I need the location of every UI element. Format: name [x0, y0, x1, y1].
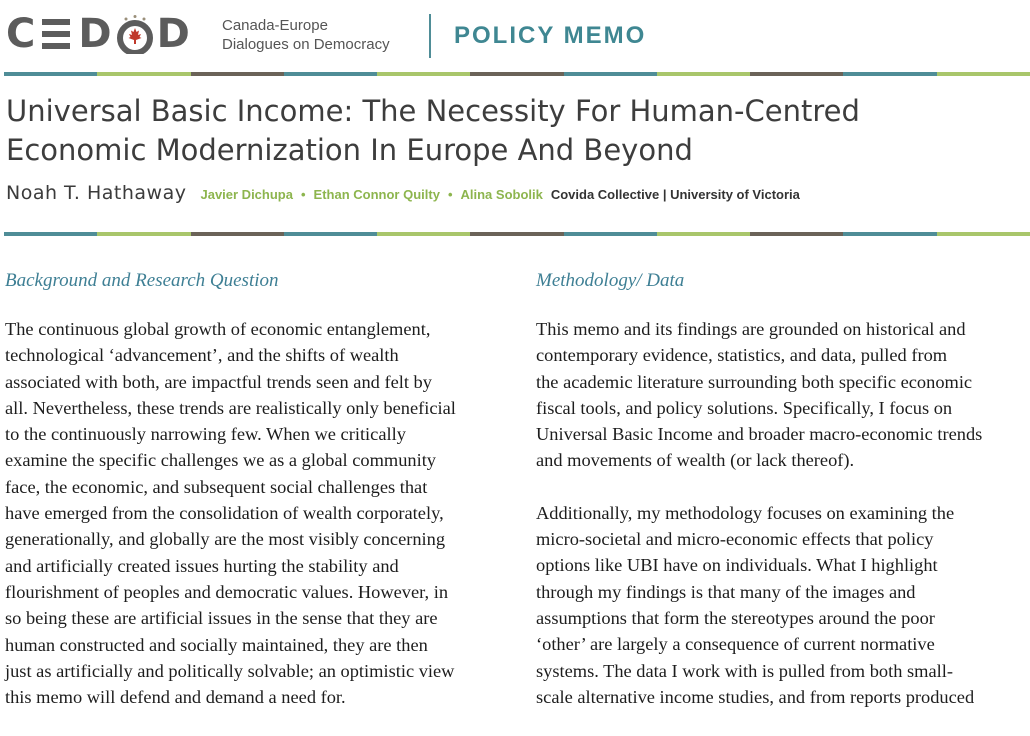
- paragraph-line: so being these are artificial issues in the sense that they are: [5, 608, 438, 629]
- paragraph-line: just as artificially and politically solvable; an optimistic view: [5, 660, 455, 681]
- cedod-logo: [6, 10, 191, 58]
- stripe-segment: [191, 72, 284, 76]
- paragraph-line: assumptions that form the stereotypes around the poor: [536, 607, 935, 628]
- paragraph-line: and artificially created issues hurting the stability and: [5, 555, 399, 576]
- stripe-segment: [937, 232, 1030, 236]
- body-paragraph: [536, 500, 1030, 710]
- title-line-1: Universal Basic Income: The Necessity For Human-Centred: [6, 94, 860, 128]
- paragraph-line: flourishment of peoples and democratic values. However, in: [5, 581, 449, 602]
- paragraph-line: generationally, and globally are the most visibly concerning: [5, 529, 446, 550]
- logo-tagline: [222, 16, 390, 54]
- header-divider: [429, 14, 431, 58]
- logo-letter-d: D: [78, 11, 113, 57]
- stripe-segment: [470, 72, 563, 76]
- paragraph-line: all. Nevertheless, these trends are realistically only beneficial: [5, 397, 456, 418]
- memo-header: [0, 0, 1030, 74]
- stripe-segment: [657, 232, 750, 236]
- paragraph-line: examine the specific challenges we as a global community: [5, 450, 437, 471]
- paragraph-line: technological ‘advancement’, and the shifts of wealth: [5, 345, 399, 366]
- right-column: [536, 266, 1030, 736]
- co-author-1: Javier Dichupa: [200, 187, 293, 202]
- stripe-segment: [657, 72, 750, 76]
- paragraph-line: associated with both, are impactful trends seen and felt by: [5, 371, 432, 392]
- paragraph-line: face, the economic, and subsequent social challenges that: [5, 476, 428, 497]
- right-paragraphs: [536, 316, 1030, 710]
- main-author: Noah T. Hathaway: [6, 182, 187, 204]
- paragraph-line: micro-societal and micro-economic effects that policy: [536, 529, 934, 550]
- author-separator-2: •: [447, 187, 453, 202]
- paragraph-line: human constructed and socially maintained, they are then: [5, 634, 428, 655]
- stripe-segment: [843, 72, 936, 76]
- paragraph-line: options like UBI have on individuals. What I highlight: [536, 555, 938, 576]
- paragraph-line: have emerged from the consolidation of wealth corporately,: [5, 503, 444, 524]
- paragraph-line: Additionally, my methodology focuses on examining the: [536, 502, 955, 523]
- stripe-segment: [564, 72, 657, 76]
- stripe-segment: [284, 72, 377, 76]
- affiliation: Covida Collective | University of Victoria: [550, 187, 800, 202]
- stripe-segment: [97, 72, 190, 76]
- paragraph-line: fiscal tools, and policy solutions. Specifically, I focus on: [536, 397, 953, 418]
- stripe-segment: [937, 72, 1030, 76]
- body-paragraph: [5, 316, 505, 710]
- paragraph-line: The continuous global growth of economic entanglement,: [5, 319, 431, 339]
- left-paragraphs: [5, 316, 505, 710]
- title-line-2: Economic Modernization In Europe And Beyond: [6, 133, 693, 167]
- paragraph-line: the academic literature surrounding both specific economic: [536, 371, 973, 392]
- top-color-stripe: [4, 72, 1030, 76]
- paragraph-line: Universal Basic Income and broader macro-economic trends: [536, 424, 983, 445]
- policy-memo-label: POLICY MEMO: [454, 22, 647, 49]
- paragraph-line: ‘other’ are largely a consequence of current normative: [536, 634, 935, 655]
- stripe-segment: [470, 232, 563, 236]
- stripe-segment: [564, 232, 657, 236]
- paragraph-line: systems. The data I work with is pulled from both small-: [536, 660, 953, 681]
- logo-letter-c: C: [6, 11, 37, 57]
- stripe-segment: [750, 72, 843, 76]
- stripe-segment: [284, 232, 377, 236]
- paragraph-line: to the continuously narrowing few. When we critically: [5, 424, 406, 445]
- stripe-segment: [750, 232, 843, 236]
- co-author-3: Alina Sobolik: [460, 187, 543, 202]
- stripe-segment: [843, 232, 936, 236]
- memo-title: [6, 92, 1016, 170]
- stripe-segment: [4, 232, 97, 236]
- bottom-color-stripe: [4, 232, 1030, 236]
- section-heading-background: Background and Research Question: [5, 270, 279, 291]
- author-line: [6, 182, 800, 210]
- left-column: [5, 266, 505, 736]
- stripe-segment: [377, 72, 470, 76]
- logo-letter-d-2: D: [156, 11, 191, 57]
- co-author-2: Ethan Connor Quilty: [313, 187, 440, 202]
- paragraph-line: This memo and its findings are grounded on historical and: [536, 319, 966, 339]
- paragraph-line: and movements of wealth (or lack thereof).: [536, 450, 855, 471]
- paragraph-line: through my findings is that many of the images and: [536, 581, 916, 602]
- stripe-segment: [191, 232, 284, 236]
- paragraph-line: this memo will defend and demand a need for.: [5, 687, 346, 708]
- author-separator-1: •: [300, 187, 306, 202]
- stripe-segment: [4, 72, 97, 76]
- section-heading-methodology: Methodology/ Data: [536, 270, 685, 291]
- body-paragraph: [536, 316, 1030, 474]
- maple-leaf-with-stars-icon: [115, 14, 155, 54]
- stripe-segment: [377, 232, 470, 236]
- paragraph-line: contemporary evidence, statistics, and data, pulled from: [536, 345, 948, 366]
- logo-e-bars-icon: [42, 19, 70, 49]
- logo-tagline-line-1: Canada-Europe: [222, 17, 328, 34]
- logo-tagline-line-2: Dialogues on Democracy: [222, 36, 390, 53]
- paragraph-line: scale alternative income studies, and from reports produced: [536, 686, 975, 707]
- stripe-segment: [97, 232, 190, 236]
